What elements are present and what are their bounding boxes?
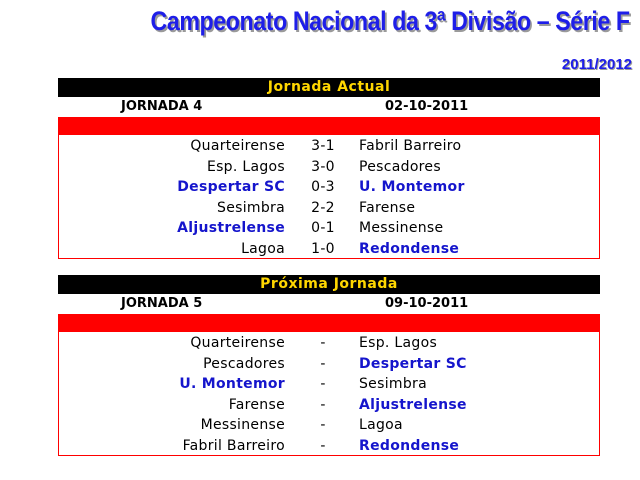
match-score: - bbox=[320, 396, 326, 413]
away-team: Redondense bbox=[359, 240, 460, 257]
next-jornada-date: 09-10-2011 bbox=[385, 296, 469, 311]
match-row bbox=[59, 136, 599, 157]
current-round-header: Jornada Actual bbox=[58, 78, 600, 97]
away-team: Farense bbox=[359, 199, 416, 216]
season-label: 2011/2012 bbox=[561, 56, 632, 73]
match-score: - bbox=[320, 417, 326, 434]
match-row bbox=[59, 374, 599, 395]
match-row bbox=[59, 436, 599, 457]
home-team: Aljustrelense bbox=[177, 220, 285, 237]
home-team: Quarteirense bbox=[190, 335, 285, 351]
away-team: Sesimbra bbox=[359, 376, 427, 393]
match-score: - bbox=[320, 376, 326, 393]
match-score: - bbox=[320, 355, 326, 372]
match-row bbox=[59, 333, 599, 354]
match-score: 3-1 bbox=[311, 138, 335, 154]
home-team: Sesimbra bbox=[217, 199, 285, 216]
match-row bbox=[59, 415, 599, 436]
home-team: Pescadores bbox=[203, 355, 285, 372]
home-team: Messinense bbox=[200, 417, 285, 434]
current-jornada-label: JORNADA 4 bbox=[121, 99, 203, 114]
away-team: Aljustrelense bbox=[359, 396, 467, 413]
away-team: Esp. Lagos bbox=[359, 335, 438, 351]
match-row bbox=[59, 198, 599, 219]
home-team: U. Montemor bbox=[179, 376, 285, 393]
match-row bbox=[59, 354, 599, 375]
home-team: Quarteirense bbox=[190, 138, 285, 154]
match-score: - bbox=[320, 335, 326, 351]
away-team: Despertar SC bbox=[359, 355, 467, 372]
match-row bbox=[59, 218, 599, 239]
match-row bbox=[59, 157, 599, 178]
match-row bbox=[59, 239, 599, 260]
away-team: Pescadores bbox=[359, 158, 441, 175]
page-title: Campeonato Nacional da 3ª Divisão – Série F bbox=[150, 6, 630, 36]
away-team: U. Montemor bbox=[359, 179, 465, 196]
current-games-list bbox=[58, 135, 600, 259]
current-red-bar bbox=[58, 117, 600, 135]
home-team: Despertar SC bbox=[177, 179, 285, 196]
current-jornada-date: 02-10-2011 bbox=[385, 99, 469, 114]
match-row bbox=[59, 395, 599, 416]
match-score: - bbox=[320, 437, 326, 454]
match-score: 1-0 bbox=[311, 240, 335, 257]
home-team: Fabril Barreiro bbox=[182, 437, 285, 454]
match-score: 2-2 bbox=[311, 199, 335, 216]
next-jornada-label: JORNADA 5 bbox=[121, 296, 203, 311]
next-round-header: Próxima Jornada bbox=[58, 275, 600, 294]
match-score: 0-1 bbox=[311, 220, 335, 237]
match-score: 3-0 bbox=[311, 158, 335, 175]
away-team: Fabril Barreiro bbox=[359, 138, 462, 154]
next-games-list bbox=[58, 332, 600, 456]
home-team: Esp. Lagos bbox=[206, 158, 285, 175]
match-score: 0-3 bbox=[311, 179, 335, 196]
next-red-bar bbox=[58, 314, 600, 332]
next-round-info bbox=[58, 294, 600, 314]
away-team: Redondense bbox=[359, 437, 460, 454]
current-round-info bbox=[58, 97, 600, 117]
home-team: Farense bbox=[228, 396, 285, 413]
away-team: Lagoa bbox=[359, 417, 403, 434]
away-team: Messinense bbox=[359, 220, 444, 237]
next-round-block bbox=[58, 275, 600, 456]
match-row bbox=[59, 177, 599, 198]
current-round-block bbox=[58, 78, 600, 259]
home-team: Lagoa bbox=[241, 240, 285, 257]
